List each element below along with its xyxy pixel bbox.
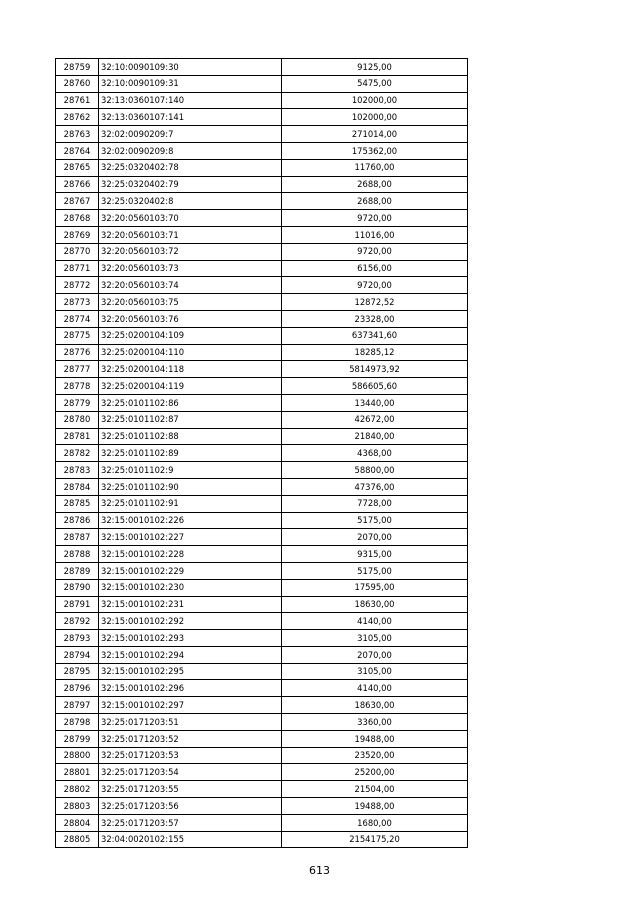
row-number-cell: 28777 <box>56 361 99 378</box>
row-number-cell: 28774 <box>56 310 99 327</box>
cadastral-number-cell: 32:20:0560103:76 <box>99 310 282 327</box>
row-number-cell: 28783 <box>56 462 99 479</box>
value-cell: 13440,00 <box>282 394 468 411</box>
table-row <box>56 193 468 210</box>
table-row <box>56 260 468 277</box>
table-row <box>56 831 468 848</box>
cadastral-number-cell: 32:13:0360107:140 <box>99 92 282 109</box>
cadastral-number-cell: 32:25:0101102:9 <box>99 462 282 479</box>
row-number-cell: 28786 <box>56 512 99 529</box>
row-number-cell: 28788 <box>56 546 99 563</box>
cadastral-number-cell: 32:25:0171203:54 <box>99 764 282 781</box>
table-row <box>56 630 468 647</box>
table-row <box>56 243 468 260</box>
row-number-cell: 28768 <box>56 210 99 227</box>
value-cell: 23328,00 <box>282 310 468 327</box>
row-number-cell: 28767 <box>56 193 99 210</box>
table-row <box>56 378 468 395</box>
value-cell: 9720,00 <box>282 210 468 227</box>
value-cell: 18630,00 <box>282 596 468 613</box>
value-cell: 5175,00 <box>282 512 468 529</box>
table-row <box>56 327 468 344</box>
cadastral-number-cell: 32:20:0560103:75 <box>99 294 282 311</box>
cadastral-number-cell: 32:25:0101102:91 <box>99 495 282 512</box>
cadastral-number-cell: 32:25:0200104:119 <box>99 378 282 395</box>
row-number-cell: 28760 <box>56 75 99 92</box>
cadastral-value-table <box>55 58 468 848</box>
value-cell: 17595,00 <box>282 579 468 596</box>
value-cell: 19488,00 <box>282 798 468 815</box>
table-row <box>56 126 468 143</box>
value-cell: 12872,52 <box>282 294 468 311</box>
value-cell: 21840,00 <box>282 428 468 445</box>
row-number-cell: 28797 <box>56 697 99 714</box>
row-number-cell: 28784 <box>56 478 99 495</box>
cadastral-number-cell: 32:15:0010102:292 <box>99 613 282 630</box>
table-row <box>56 294 468 311</box>
cadastral-number-cell: 32:25:0101102:87 <box>99 411 282 428</box>
value-cell: 4140,00 <box>282 613 468 630</box>
row-number-cell: 28794 <box>56 646 99 663</box>
cadastral-number-cell: 32:04:0020102:155 <box>99 831 282 848</box>
value-cell: 58800,00 <box>282 462 468 479</box>
row-number-cell: 28792 <box>56 613 99 630</box>
cadastral-number-cell: 32:15:0010102:226 <box>99 512 282 529</box>
row-number-cell: 28782 <box>56 445 99 462</box>
value-cell: 5475,00 <box>282 75 468 92</box>
row-number-cell: 28763 <box>56 126 99 143</box>
value-cell: 9125,00 <box>282 59 468 76</box>
cadastral-number-cell: 32:02:0090209:7 <box>99 126 282 143</box>
row-number-cell: 28769 <box>56 226 99 243</box>
table-row <box>56 714 468 731</box>
cadastral-number-cell: 32:25:0101102:89 <box>99 445 282 462</box>
row-number-cell: 28800 <box>56 747 99 764</box>
table-row <box>56 478 468 495</box>
value-cell: 586605,60 <box>282 378 468 395</box>
table-row <box>56 109 468 126</box>
cadastral-number-cell: 32:25:0171203:55 <box>99 781 282 798</box>
cadastral-number-cell: 32:25:0171203:51 <box>99 714 282 731</box>
row-number-cell: 28801 <box>56 764 99 781</box>
value-cell: 5814973,92 <box>282 361 468 378</box>
value-cell: 3360,00 <box>282 714 468 731</box>
value-cell: 11760,00 <box>282 159 468 176</box>
value-cell: 7728,00 <box>282 495 468 512</box>
value-cell: 271014,00 <box>282 126 468 143</box>
row-number-cell: 28795 <box>56 663 99 680</box>
value-cell: 1680,00 <box>282 814 468 831</box>
row-number-cell: 28790 <box>56 579 99 596</box>
cadastral-number-cell: 32:15:0010102:228 <box>99 546 282 563</box>
cadastral-number-cell: 32:13:0360107:141 <box>99 109 282 126</box>
row-number-cell: 28781 <box>56 428 99 445</box>
table-row <box>56 814 468 831</box>
row-number-cell: 28766 <box>56 176 99 193</box>
value-cell: 5175,00 <box>282 562 468 579</box>
value-cell: 21504,00 <box>282 781 468 798</box>
row-number-cell: 28802 <box>56 781 99 798</box>
value-cell: 19488,00 <box>282 730 468 747</box>
value-cell: 2070,00 <box>282 646 468 663</box>
row-number-cell: 28776 <box>56 344 99 361</box>
table-row <box>56 646 468 663</box>
cadastral-number-cell: 32:25:0200104:118 <box>99 361 282 378</box>
row-number-cell: 28771 <box>56 260 99 277</box>
cadastral-number-cell: 32:25:0171203:53 <box>99 747 282 764</box>
table-row <box>56 747 468 764</box>
cadastral-number-cell: 32:20:0560103:71 <box>99 226 282 243</box>
table-row <box>56 579 468 596</box>
cadastral-number-cell: 32:15:0010102:230 <box>99 579 282 596</box>
table-row <box>56 462 468 479</box>
value-cell: 9315,00 <box>282 546 468 563</box>
value-cell: 47376,00 <box>282 478 468 495</box>
cadastral-number-cell: 32:15:0010102:295 <box>99 663 282 680</box>
table-row <box>56 781 468 798</box>
table-row <box>56 310 468 327</box>
cadastral-number-cell: 32:25:0171203:57 <box>99 814 282 831</box>
row-number-cell: 28785 <box>56 495 99 512</box>
value-cell: 637341,60 <box>282 327 468 344</box>
table-row <box>56 142 468 159</box>
cadastral-number-cell: 32:10:0090109:30 <box>99 59 282 76</box>
cadastral-number-cell: 32:20:0560103:74 <box>99 277 282 294</box>
value-cell: 4140,00 <box>282 680 468 697</box>
table-row <box>56 512 468 529</box>
cadastral-number-cell: 32:15:0010102:294 <box>99 646 282 663</box>
value-cell: 6156,00 <box>282 260 468 277</box>
row-number-cell: 28772 <box>56 277 99 294</box>
value-cell: 4368,00 <box>282 445 468 462</box>
cadastral-number-cell: 32:15:0010102:229 <box>99 562 282 579</box>
row-number-cell: 28764 <box>56 142 99 159</box>
table-row <box>56 680 468 697</box>
table-row <box>56 59 468 76</box>
row-number-cell: 28779 <box>56 394 99 411</box>
value-cell: 9720,00 <box>282 277 468 294</box>
table-row <box>56 529 468 546</box>
cadastral-number-cell: 32:15:0010102:297 <box>99 697 282 714</box>
cadastral-number-cell: 32:15:0010102:293 <box>99 630 282 647</box>
row-number-cell: 28793 <box>56 630 99 647</box>
row-number-cell: 28762 <box>56 109 99 126</box>
row-number-cell: 28780 <box>56 411 99 428</box>
cadastral-number-cell: 32:10:0090109:31 <box>99 75 282 92</box>
row-number-cell: 28803 <box>56 798 99 815</box>
row-number-cell: 28791 <box>56 596 99 613</box>
value-cell: 102000,00 <box>282 109 468 126</box>
cadastral-number-cell: 32:02:0090209:8 <box>99 142 282 159</box>
cadastral-number-cell: 32:25:0101102:90 <box>99 478 282 495</box>
table-row <box>56 730 468 747</box>
row-number-cell: 28798 <box>56 714 99 731</box>
row-number-cell: 28770 <box>56 243 99 260</box>
table-row <box>56 596 468 613</box>
table-row <box>56 92 468 109</box>
value-cell: 23520,00 <box>282 747 468 764</box>
table-row <box>56 361 468 378</box>
table-row <box>56 663 468 680</box>
value-cell: 9720,00 <box>282 243 468 260</box>
table-row <box>56 210 468 227</box>
value-cell: 18285,12 <box>282 344 468 361</box>
value-cell: 2154175,20 <box>282 831 468 848</box>
cadastral-number-cell: 32:25:0171203:52 <box>99 730 282 747</box>
table-row <box>56 495 468 512</box>
cadastral-number-cell: 32:25:0171203:56 <box>99 798 282 815</box>
cadastral-number-cell: 32:25:0320402:8 <box>99 193 282 210</box>
cadastral-number-cell: 32:15:0010102:231 <box>99 596 282 613</box>
cadastral-number-cell: 32:25:0101102:86 <box>99 394 282 411</box>
cadastral-number-cell: 32:20:0560103:70 <box>99 210 282 227</box>
value-cell: 42672,00 <box>282 411 468 428</box>
table-row <box>56 562 468 579</box>
cadastral-number-cell: 32:20:0560103:72 <box>99 243 282 260</box>
cadastral-number-cell: 32:25:0101102:88 <box>99 428 282 445</box>
value-cell: 3105,00 <box>282 630 468 647</box>
cadastral-number-cell: 32:25:0320402:79 <box>99 176 282 193</box>
cadastral-number-cell: 32:20:0560103:73 <box>99 260 282 277</box>
row-number-cell: 28796 <box>56 680 99 697</box>
cadastral-number-cell: 32:15:0010102:296 <box>99 680 282 697</box>
table-row <box>56 613 468 630</box>
row-number-cell: 28761 <box>56 92 99 109</box>
row-number-cell: 28789 <box>56 562 99 579</box>
table-row <box>56 344 468 361</box>
value-cell: 18630,00 <box>282 697 468 714</box>
value-cell: 175362,00 <box>282 142 468 159</box>
cadastral-number-cell: 32:25:0200104:109 <box>99 327 282 344</box>
row-number-cell: 28805 <box>56 831 99 848</box>
row-number-cell: 28759 <box>56 59 99 76</box>
row-number-cell: 28773 <box>56 294 99 311</box>
row-number-cell: 28804 <box>56 814 99 831</box>
table-body <box>56 59 468 848</box>
value-cell: 102000,00 <box>282 92 468 109</box>
row-number-cell: 28778 <box>56 378 99 395</box>
page-number: 613 <box>309 864 330 877</box>
table-row <box>56 428 468 445</box>
table-row <box>56 159 468 176</box>
table-row <box>56 75 468 92</box>
row-number-cell: 28775 <box>56 327 99 344</box>
value-cell: 25200,00 <box>282 764 468 781</box>
value-cell: 2070,00 <box>282 529 468 546</box>
row-number-cell: 28787 <box>56 529 99 546</box>
value-cell: 2688,00 <box>282 176 468 193</box>
table-row <box>56 394 468 411</box>
cadastral-number-cell: 32:15:0010102:227 <box>99 529 282 546</box>
value-cell: 3105,00 <box>282 663 468 680</box>
cadastral-number-cell: 32:25:0320402:78 <box>99 159 282 176</box>
table-row <box>56 277 468 294</box>
table-row <box>56 176 468 193</box>
value-cell: 11016,00 <box>282 226 468 243</box>
table-row <box>56 226 468 243</box>
row-number-cell: 28799 <box>56 730 99 747</box>
table-row <box>56 445 468 462</box>
cadastral-number-cell: 32:25:0200104:110 <box>99 344 282 361</box>
table-row <box>56 697 468 714</box>
row-number-cell: 28765 <box>56 159 99 176</box>
table-row <box>56 798 468 815</box>
table-row <box>56 411 468 428</box>
table-row <box>56 546 468 563</box>
table-row <box>56 764 468 781</box>
value-cell: 2688,00 <box>282 193 468 210</box>
